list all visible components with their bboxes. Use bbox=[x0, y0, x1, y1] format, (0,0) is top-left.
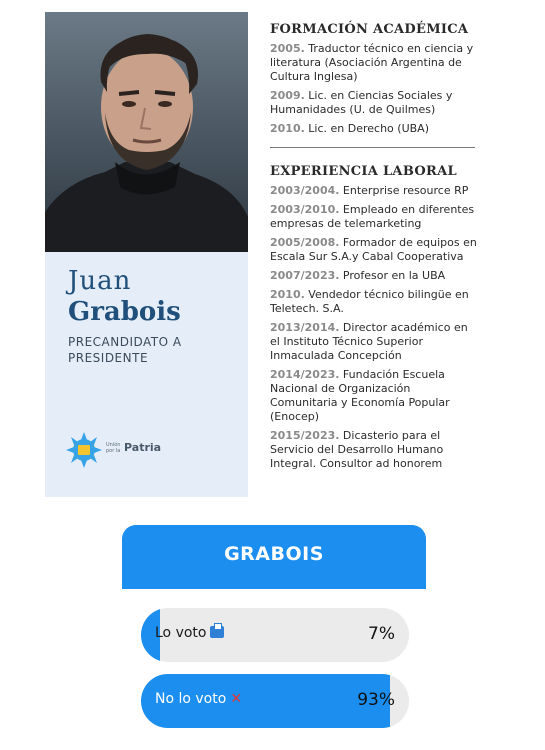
cross-mark-icon: ✕ bbox=[230, 691, 243, 707]
experience-item-text: Director académico en el Instituto Técnico Superior Inmaculada Concepción bbox=[270, 321, 468, 362]
education-item bbox=[270, 42, 480, 84]
education-item-year: 2009. bbox=[270, 89, 305, 102]
ballot-box-icon bbox=[210, 626, 224, 638]
education-item-year: 2005. bbox=[270, 42, 305, 55]
poll-title: GRABOIS bbox=[224, 543, 324, 565]
poll-option-percent: 93% bbox=[357, 690, 395, 710]
experience-item-text: Fundación Escuela Nacional de Organización Comunitaria y Economía Popular (Enocep) bbox=[270, 368, 450, 423]
experience-item-year: 2007/2023. bbox=[270, 269, 340, 282]
sun-logo-icon bbox=[65, 432, 103, 468]
experience-item-year: 2005/2008. bbox=[270, 236, 340, 249]
party-logo-small-text: Unión por la bbox=[106, 442, 121, 454]
candidate-photo bbox=[45, 12, 248, 252]
poll-option-label: Lo voto bbox=[155, 625, 224, 641]
education-item-text: Lic. en Derecho (UBA) bbox=[304, 122, 429, 135]
education-item bbox=[270, 89, 480, 117]
experience-item-year: 2015/2023. bbox=[270, 429, 340, 442]
experience-item-text: Profesor en la UBA bbox=[339, 269, 446, 282]
experience-item-year: 2003/2004. bbox=[270, 184, 340, 197]
experience-item bbox=[270, 203, 480, 231]
poll-header bbox=[122, 525, 426, 589]
experience-item-text: Formador de equipos en Escala Sur S.A.y Cabal Cooperativa bbox=[270, 236, 477, 263]
experience-item-text: Vendedor técnico bilingüe en Teletech. S.A. bbox=[270, 288, 469, 315]
experience-item-text: Dicasterio para el Servicio del Desarrollo Humano Integral. Consultor ad honorem bbox=[270, 429, 444, 470]
education-title: FORMACIÓN ACADÉMICA bbox=[270, 22, 469, 37]
education-item-text: Lic. en Ciencias Sociales y Humanidades (U. de Quilmes) bbox=[270, 89, 453, 116]
experience-title: EXPERIENCIA LABORAL bbox=[270, 164, 457, 179]
education-section bbox=[270, 22, 480, 148]
candidate-last-name: Grabois bbox=[68, 297, 181, 327]
experience-item-year: 2013/2014. bbox=[270, 321, 340, 334]
education-list bbox=[270, 42, 480, 136]
candidate-panel bbox=[45, 12, 248, 497]
education-item bbox=[270, 122, 480, 136]
experience-item-year: 2010. bbox=[270, 288, 305, 301]
experience-item bbox=[270, 429, 480, 471]
experience-item bbox=[270, 269, 480, 283]
poll-option-lo-voto[interactable] bbox=[141, 608, 409, 662]
poll-option-no-lo-voto[interactable] bbox=[141, 674, 409, 728]
experience-item-year: 2014/2023. bbox=[270, 368, 340, 381]
portrait-illustration bbox=[45, 12, 248, 252]
experience-item bbox=[270, 321, 480, 363]
candidate-first-name: Juan bbox=[68, 266, 132, 296]
party-logo bbox=[65, 432, 165, 468]
poll-option-percent: 7% bbox=[368, 624, 395, 644]
party-logo-name: Patria bbox=[124, 441, 162, 454]
candidate-role: PRECANDIDATO A PRESIDENTE bbox=[68, 335, 182, 365]
education-item-year: 2010. bbox=[270, 122, 305, 135]
section-divider bbox=[270, 147, 475, 148]
experience-item bbox=[270, 184, 480, 198]
candidate-card bbox=[45, 12, 488, 497]
experience-item-text: Empleado en diferentes empresas de telemarketing bbox=[270, 203, 475, 230]
experience-item bbox=[270, 288, 480, 316]
experience-list bbox=[270, 184, 480, 471]
experience-item-text: Enterprise resource RP bbox=[339, 184, 469, 197]
poll-option-label: No lo voto ✕ bbox=[155, 691, 243, 707]
experience-item bbox=[270, 236, 480, 264]
experience-item-year: 2003/2010. bbox=[270, 203, 340, 216]
experience-item bbox=[270, 368, 480, 424]
experience-section bbox=[270, 164, 480, 471]
education-item-text: Traductor técnico en ciencia y literatura (Asociación Argentina de Cultura Inglesa) bbox=[270, 42, 474, 83]
